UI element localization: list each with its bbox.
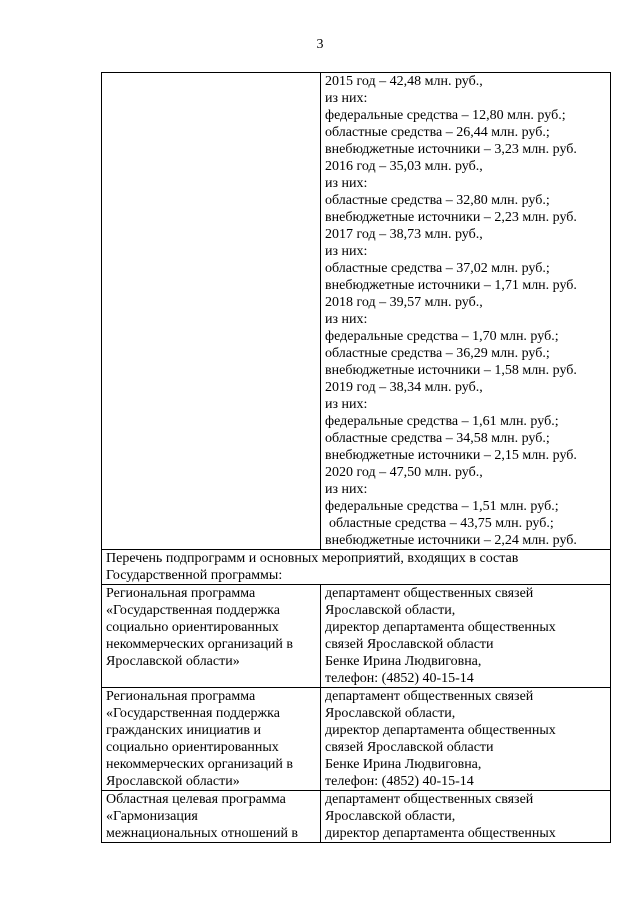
program-contact-line: директор департамента общественных	[325, 620, 556, 635]
funding-line: внебюджетные источники – 3,23 млн. руб.	[325, 142, 577, 157]
program-contact-line: департамент общественных связей	[325, 586, 534, 601]
program-contact-cell	[321, 585, 611, 688]
funding-line: областные средства – 37,02 млн. руб.;	[325, 261, 550, 276]
funding-line: областные средства – 26,44 млн. руб.;	[325, 125, 550, 140]
program-passport-table	[101, 72, 611, 843]
subprograms-header-line: Государственной программы:	[106, 568, 283, 583]
program-name-line: социально ориентированных	[106, 620, 279, 635]
program-contact-line: директор департамента общественных	[325, 723, 556, 738]
funding-line: 2018 год – 39,57 млн. руб.,	[325, 295, 483, 310]
funding-line: областные средства – 32,80 млн. руб.;	[325, 193, 550, 208]
funding-line: внебюджетные источники – 1,71 млн. руб.	[325, 278, 577, 293]
funding-line: 2020 год – 47,50 млн. руб.,	[325, 465, 483, 480]
funding-line: внебюджетные источники – 1,58 млн. руб.	[325, 363, 577, 378]
program-contact-line: департамент общественных связей	[325, 689, 534, 704]
funding-row	[102, 73, 611, 550]
program-row	[102, 585, 611, 688]
program-contact-line: Ярославской области,	[325, 603, 456, 618]
funding-line: из них:	[325, 91, 368, 106]
subprograms-header-line: Перечень подпрограмм и основных мероприятий, входящих в состав	[106, 551, 519, 566]
program-name-line: Ярославской области»	[106, 654, 240, 669]
funding-cell	[321, 73, 611, 550]
program-name-cell	[102, 688, 321, 791]
funding-line: 2016 год – 35,03 млн. руб.,	[325, 159, 483, 174]
program-contact-line: Ярославской области,	[325, 809, 456, 824]
program-name-line: гражданских инициатив и	[106, 723, 261, 738]
funding-label-cell	[102, 73, 321, 550]
program-name-line: Областная целевая программа	[106, 792, 286, 807]
program-name-line: «Государственная поддержка	[106, 706, 280, 721]
program-row	[102, 688, 611, 791]
program-contact-line: связей Ярославской области	[325, 740, 494, 755]
funding-line: из них:	[325, 244, 368, 259]
funding-line: областные средства – 43,75 млн. руб.;	[329, 516, 554, 531]
funding-line: внебюджетные источники – 2,23 млн. руб.	[325, 210, 577, 225]
program-contact-cell	[321, 688, 611, 791]
funding-line: внебюджетные источники – 2,24 млн. руб.	[325, 533, 577, 548]
funding-line: 2017 год – 38,73 млн. руб.,	[325, 227, 483, 242]
funding-line: из них:	[325, 312, 368, 327]
funding-line: из них:	[325, 397, 368, 412]
funding-line: федеральные средства – 1,70 млн. руб.;	[325, 329, 559, 344]
program-name-line: межнациональных отношений в	[106, 826, 299, 841]
funding-line: 2015 год – 42,48 млн. руб.,	[325, 74, 483, 89]
funding-line: федеральные средства – 1,51 млн. руб.;	[325, 499, 559, 514]
program-name-line: «Гармонизация	[106, 809, 198, 824]
program-name-cell	[102, 791, 321, 843]
program-name-line: Региональная программа	[106, 586, 256, 601]
funding-line: федеральные средства – 12,80 млн. руб.;	[325, 108, 566, 123]
program-contact-cell	[321, 791, 611, 843]
page-number: 3	[316, 37, 324, 52]
program-name-line: Ярославской области»	[106, 774, 240, 789]
program-contact-line: департамент общественных связей	[325, 792, 534, 807]
program-row	[102, 791, 611, 843]
program-contact-line: Ярославской области,	[325, 706, 456, 721]
subprograms-header-row	[102, 550, 611, 585]
program-name-cell	[102, 585, 321, 688]
program-name-line: социально ориентированных	[106, 740, 279, 755]
program-contact-line: телефон: (4852) 40-15-14	[325, 671, 474, 686]
funding-line: областные средства – 36,29 млн. руб.;	[325, 346, 550, 361]
program-name-line: Региональная программа	[106, 689, 256, 704]
funding-line: федеральные средства – 1,61 млн. руб.;	[325, 414, 559, 429]
subprograms-header-cell	[102, 550, 611, 585]
funding-line: из них:	[325, 482, 368, 497]
program-name-line: «Государственная поддержка	[106, 603, 280, 618]
funding-line: 2019 год – 38,34 млн. руб.,	[325, 380, 483, 395]
program-name-line: некоммерческих организаций в	[106, 757, 293, 772]
program-contact-line: директор департамента общественных	[325, 826, 556, 841]
program-contact-line: телефон: (4852) 40-15-14	[325, 774, 474, 789]
program-contact-line: Бенке Ирина Людвиговна,	[325, 757, 482, 772]
funding-line: внебюджетные источники – 2,15 млн. руб.	[325, 448, 577, 463]
funding-line: из них:	[325, 176, 368, 191]
program-contact-line: связей Ярославской области	[325, 637, 494, 652]
funding-line: областные средства – 34,58 млн. руб.;	[325, 431, 550, 446]
program-name-line: некоммерческих организаций в	[106, 637, 293, 652]
program-contact-line: Бенке Ирина Людвиговна,	[325, 654, 482, 669]
